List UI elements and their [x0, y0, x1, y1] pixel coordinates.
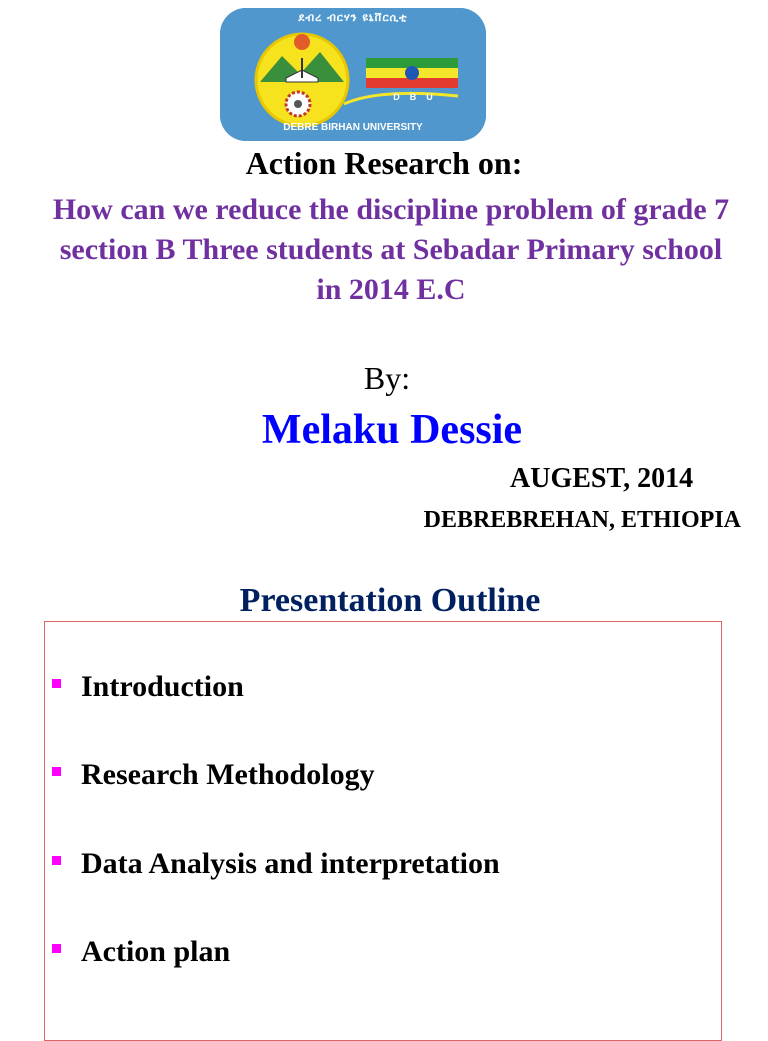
logo-top-text: ደብረ ብርሃን ዩኒቨርሲቲ	[298, 11, 408, 24]
location: DEBREBREHAN, ETHIOPIA	[423, 507, 741, 533]
logo-abbreviation: DBU	[393, 92, 443, 102]
outline-item-label: Research Methodology	[81, 758, 375, 791]
outline-item-label: Introduction	[81, 670, 244, 703]
logo-bottom-text: DEBRE BIRHAN UNIVERSITY	[283, 122, 423, 133]
by-label: By:	[363, 360, 411, 396]
research-question: How can we reduce the discipline problem of grade 7 section B Three students at Sebadar Primary school in 2014 E.C	[52, 193, 730, 306]
bullet-icon	[52, 856, 61, 865]
outline-item-label: Action plan	[81, 935, 231, 968]
author-name: Melaku Dessie	[261, 407, 523, 453]
university-logo	[220, 8, 486, 141]
bullet-icon	[52, 944, 61, 953]
date: AUGEST, 2014	[510, 463, 694, 494]
outline-item-label: Data Analysis and interpretation	[81, 847, 500, 880]
bullet-icon	[52, 679, 61, 688]
heading: Action Research on:	[245, 145, 523, 181]
outline-title: Presentation Outline	[239, 582, 541, 619]
bullet-icon	[52, 767, 61, 776]
